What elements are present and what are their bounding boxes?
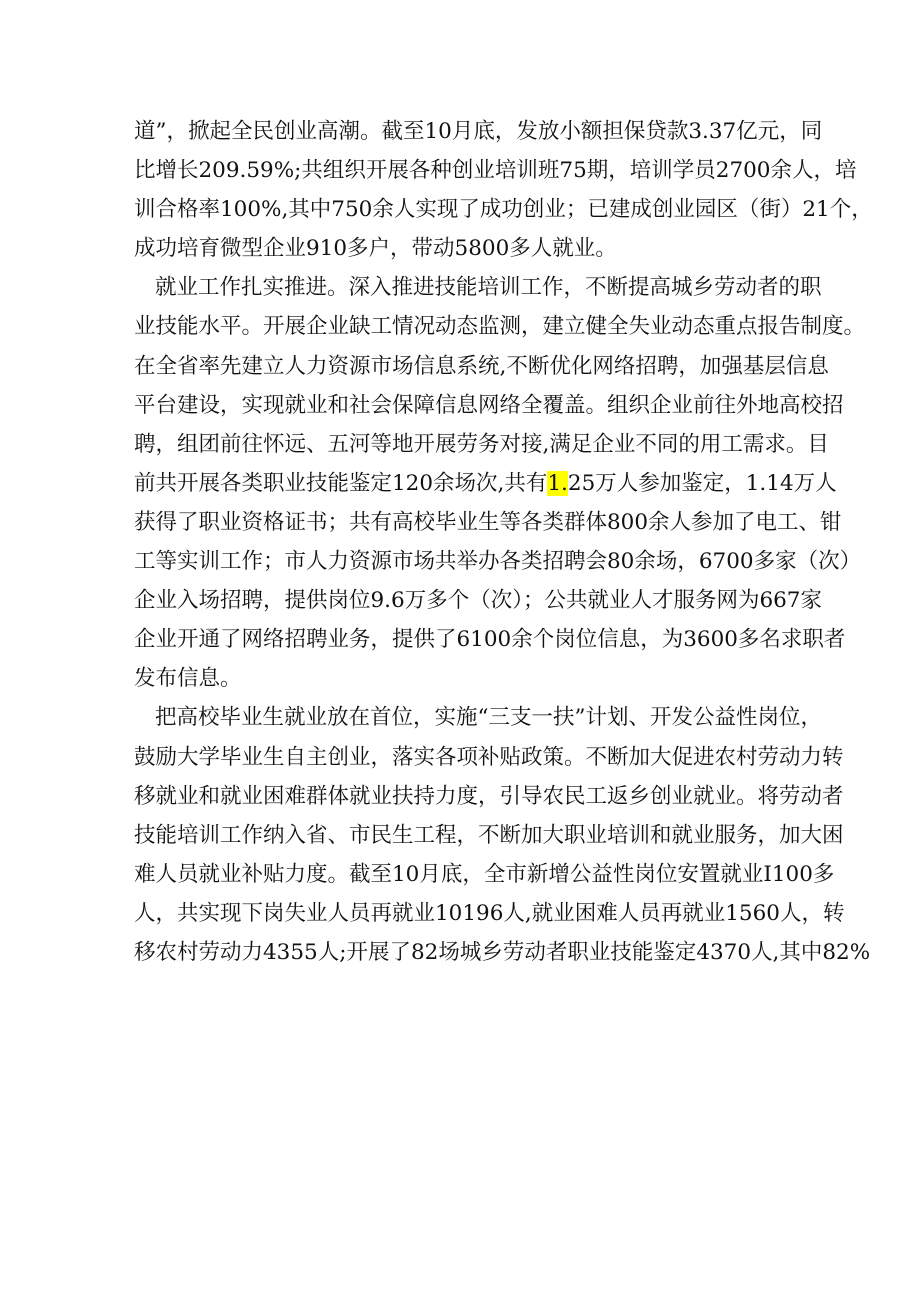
text-line: 平台建设，实现就业和社会保障信息网络全覆盖。组织企业前往外地高校招 bbox=[134, 392, 844, 418]
text-line: 训合格率100%,其中750余人实现了成功创业；已建成创业园区（街）21个， bbox=[134, 197, 873, 223]
document-body bbox=[134, 112, 873, 972]
text-line: 移农村劳动力4355人;开展了82场城乡劳动者职业技能鉴定4370人,其中82% bbox=[134, 939, 871, 965]
highlighted-text: 1. bbox=[547, 470, 568, 496]
text-line: 鼓励大学毕业生自主创业，落实各项补贴政策。不断加大促进农村劳动力转 bbox=[134, 744, 844, 770]
text-line: 把高校毕业生就业放在首位，实施“三支一扶”计划、开发公益性岗位， bbox=[155, 705, 822, 731]
text-line: 成功培育微型企业910多户，带动5800多人就业。 bbox=[134, 236, 617, 262]
text-segment: 25万人参加鉴定，1.14万人 bbox=[567, 470, 837, 496]
text-line: 获得了职业资格证书；共有高校毕业生等各类群体800余人参加了电工、钳 bbox=[134, 509, 842, 535]
text-line-with-highlight bbox=[134, 464, 837, 503]
text-line: 聘，组团前往怀远、五河等地开展劳务对接,满足企业不同的用工需求。目 bbox=[134, 431, 829, 457]
text-line: 移就业和就业困难群体就业扶持力度，引导农民工返乡创业就业。将劳动者 bbox=[134, 783, 844, 809]
text-line: 道”，掀起全民创业高潮。截至10月底，发放小额担保贷款3.37亿元，同 bbox=[134, 119, 823, 144]
paragraph-2 bbox=[134, 268, 866, 698]
text-line: 在全省率先建立人力资源市场信息系统,不断优化网络招聘，加强基层信息 bbox=[134, 353, 829, 379]
paragraph-3 bbox=[134, 698, 871, 972]
paragraph-1 bbox=[134, 112, 873, 268]
text-line: 就业工作扎实推进。深入推进技能培训工作，不断提高城乡劳动者的职 bbox=[155, 275, 822, 301]
text-line: 技能培训工作纳入省、市民生工程，不断加大职业培训和就业服务，加大困 bbox=[134, 822, 844, 848]
text-line: 企业开通了网络招聘业务，提供了6100余个岗位信息，为3600多名求职者 bbox=[134, 627, 846, 653]
text-line: 企业入场招聘，提供岗位9.6万多个（次）；公共就业人才服务网为667家 bbox=[134, 588, 822, 614]
text-line: 工等实训工作；市人力资源市场共举办各类招聘会80余场，6700多家（次） bbox=[134, 549, 862, 575]
text-line: 业技能水平。开展企业缺工情况动态监测，建立健全失业动态重点报告制度。 bbox=[134, 314, 866, 340]
text-line: 难人员就业补贴力度。截至10月底，全市新增公益性岗位安置就业I100多 bbox=[134, 861, 835, 887]
text-line: 发布信息。 bbox=[134, 666, 242, 692]
text-segment: 前共开展各类职业技能鉴定120余场次,共有 bbox=[134, 470, 548, 496]
text-line: 人，共实现下岗失业人员再就业10196人,就业困难人员再就业1560人，转 bbox=[134, 900, 845, 926]
text-line: 比增长209.59%;共组织开展各种创业培训班75期，培训学员2700余人，培 bbox=[134, 158, 857, 184]
